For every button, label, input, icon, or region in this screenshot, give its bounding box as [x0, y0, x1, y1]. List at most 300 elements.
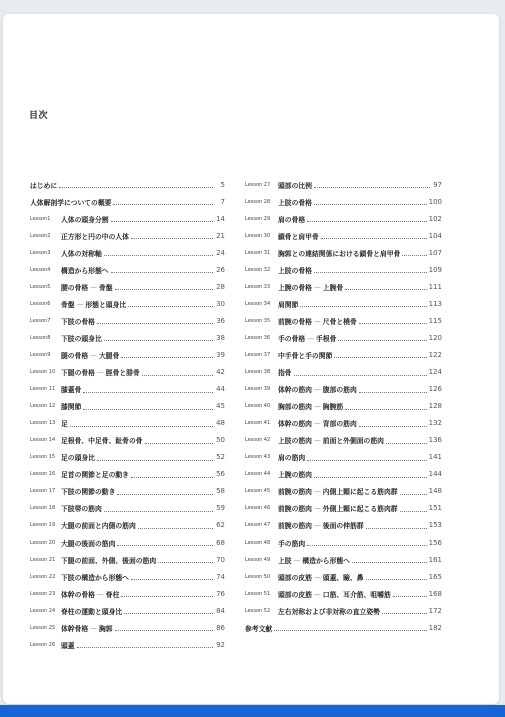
- entry-title: [278, 282, 343, 292]
- dot-leader: [366, 575, 427, 580]
- toc-entry[interactable]: [245, 432, 442, 449]
- page-number: 24: [216, 248, 225, 257]
- entry-title: [278, 469, 312, 479]
- toc-entry[interactable]: [30, 585, 225, 602]
- dot-leader: [115, 285, 213, 290]
- toc-entry[interactable]: [30, 398, 225, 415]
- entry-title: [278, 197, 312, 207]
- toc-entry[interactable]: [245, 295, 442, 312]
- page-number: 122: [428, 350, 442, 359]
- entry-title-main: 脊柱の運動と頭身比: [61, 607, 123, 616]
- dot-leader: [321, 234, 427, 239]
- toc-entry[interactable]: [30, 193, 225, 210]
- entry-title-main: 鎖骨と肩甲骨: [278, 232, 319, 241]
- page-number: 111: [428, 282, 442, 291]
- entry-title-main: 肩関節: [278, 300, 299, 309]
- entry-title-main: 大腿の後面の筋肉: [61, 539, 116, 548]
- page-number: 50: [216, 436, 225, 445]
- toc-entry[interactable]: [245, 329, 442, 346]
- entry-title-main: 前腕の筋肉: [278, 522, 312, 531]
- dot-leader: [115, 626, 213, 631]
- dot-leader: [131, 473, 213, 478]
- entry-separator: —: [293, 556, 301, 565]
- entry-separator: —: [90, 283, 97, 292]
- entry-title-main: 左右対称および非対称の直立姿勢: [278, 607, 380, 616]
- toc-entry[interactable]: [245, 619, 442, 636]
- lesson-number: Lesson 52: [245, 607, 271, 614]
- toc-entry[interactable]: [245, 381, 442, 398]
- entry-title-sub: 外側上顆に起こる筋肉群: [322, 505, 398, 514]
- page-number: 141: [428, 453, 442, 462]
- page-number: 182: [428, 623, 442, 632]
- entry-title-main: 足根骨、中足骨、趾骨の骨: [61, 437, 143, 446]
- entry-title: [278, 606, 380, 616]
- lesson-number: Lesson 25: [30, 624, 56, 631]
- entry-title: [278, 503, 398, 513]
- entry-title-sub: 腹部の筋肉: [322, 386, 357, 395]
- entry-title: [61, 555, 156, 565]
- entry-title-main: はじめに: [30, 181, 58, 190]
- dot-leader: [124, 609, 213, 614]
- entry-title: [278, 214, 305, 224]
- entry-title-main: 体幹骨格: [61, 624, 89, 633]
- lesson-number: Lesson 15: [30, 454, 56, 461]
- page-number: 172: [428, 606, 442, 615]
- lesson-number: Lesson 29: [245, 215, 271, 222]
- toc-entry[interactable]: [30, 210, 225, 227]
- dot-leader: [131, 234, 213, 239]
- page-number: 148: [428, 487, 442, 496]
- toc-entry[interactable]: [30, 568, 225, 585]
- toc-entry[interactable]: [30, 534, 225, 551]
- entry-title-main: 下肢の構造から形態へ: [61, 573, 129, 582]
- lesson-number: Lesson4: [30, 266, 51, 273]
- toc-entry[interactable]: [30, 312, 225, 329]
- entry-title-sub: 内側上顆に起こる筋肉群: [322, 488, 398, 497]
- toc-entry[interactable]: [245, 602, 442, 619]
- lesson-number: Lesson 45: [245, 488, 271, 495]
- lesson-number: Lesson2: [30, 232, 51, 239]
- entry-title: [278, 316, 357, 326]
- entry-title: [61, 623, 113, 633]
- page-number: 126: [428, 385, 442, 394]
- page-number: 62: [216, 521, 225, 530]
- entry-title-main: 胸郭との連結関係における鎖骨と肩甲骨: [278, 249, 401, 258]
- entry-title: [61, 606, 122, 616]
- lesson-number: Lesson1: [30, 215, 51, 222]
- dot-leader: [59, 183, 213, 188]
- entry-separator: —: [76, 300, 84, 309]
- lesson-number: Lesson 19: [30, 522, 56, 529]
- dot-leader: [400, 490, 427, 495]
- entry-title: [61, 486, 115, 496]
- entry-title: [278, 265, 312, 275]
- toc-entry[interactable]: [245, 227, 442, 244]
- lesson-number: Lesson 42: [245, 437, 271, 444]
- entry-title-main: 中手骨と手の関節: [278, 351, 333, 360]
- lesson-number: Lesson 27: [245, 181, 271, 188]
- lesson-number: Lesson 21: [30, 556, 56, 563]
- entry-title-main: 人体の対称軸: [61, 249, 102, 258]
- entry-title: [61, 469, 129, 479]
- toc-entry[interactable]: [30, 517, 225, 534]
- page-number: 86: [216, 623, 225, 632]
- entry-title: [61, 214, 109, 224]
- toc-entry[interactable]: [30, 364, 225, 381]
- toc-entry[interactable]: [245, 415, 442, 432]
- dot-leader: [314, 183, 430, 188]
- lesson-number: Lesson 36: [245, 334, 271, 341]
- page-number: 7: [220, 197, 225, 206]
- dot-leader: [307, 456, 426, 461]
- entry-title: [61, 452, 95, 462]
- lesson-number: Lesson 30: [245, 232, 271, 239]
- entry-title-sub: 前面と外側面の筋肉: [322, 437, 384, 446]
- page-number: 68: [216, 538, 225, 547]
- entry-title-sub: 尺骨と橈骨: [322, 317, 357, 326]
- toc-entry[interactable]: [245, 244, 442, 261]
- dot-leader: [77, 643, 213, 648]
- page-number: 165: [428, 572, 442, 581]
- entry-title-main: 手の筋肉: [278, 539, 306, 548]
- dot-leader: [104, 251, 213, 256]
- entry-separator: —: [307, 334, 314, 343]
- dot-leader: [359, 388, 427, 393]
- toc-entry[interactable]: [245, 568, 442, 585]
- dot-leader: [307, 541, 426, 546]
- entry-title: [30, 180, 57, 190]
- dot-leader: [352, 558, 427, 563]
- dot-leader: [274, 626, 426, 631]
- dot-leader: [104, 507, 213, 512]
- dot-leader: [142, 371, 213, 376]
- entry-title: [61, 231, 129, 241]
- lesson-number: Lesson 26: [30, 641, 56, 648]
- entry-title-main: 上肢の筋肉: [278, 437, 312, 446]
- toc-entry[interactable]: [30, 636, 225, 653]
- entry-title: [278, 589, 391, 599]
- entry-title: [245, 623, 272, 633]
- entry-title-main: 手の骨格: [278, 334, 306, 343]
- lesson-number: Lesson 10: [30, 369, 56, 376]
- lesson-number: Lesson 47: [245, 522, 271, 529]
- entry-title-sub: 構造から形態へ: [302, 556, 350, 565]
- entry-title: [61, 589, 119, 599]
- lesson-number: Lesson 44: [245, 471, 271, 478]
- entry-title-main: 頭部の皮筋: [278, 573, 312, 582]
- dot-leader: [111, 217, 213, 222]
- page-number: 97: [433, 180, 442, 189]
- page-number: 48: [216, 419, 225, 428]
- page-number: 102: [428, 214, 442, 223]
- entry-title: [278, 486, 398, 496]
- entry-title: [61, 384, 81, 394]
- entry-title: [278, 333, 336, 343]
- lesson-number: Lesson 17: [30, 488, 56, 495]
- page-number: 128: [428, 402, 442, 411]
- entry-title-main: 体幹の骨格: [61, 590, 95, 599]
- toc-entry[interactable]: [30, 244, 225, 261]
- entry-title-main: 体幹の筋肉: [278, 420, 312, 429]
- page-number: 45: [216, 402, 225, 411]
- entry-title-sub: 胸腕筋: [322, 403, 344, 412]
- dot-leader: [121, 353, 213, 358]
- lesson-number: Lesson 14: [30, 437, 56, 444]
- lesson-number: Lesson 37: [245, 351, 271, 358]
- entry-title: [278, 384, 357, 394]
- toc-entry[interactable]: [30, 176, 225, 193]
- page-number: 161: [428, 555, 442, 564]
- page-number: 38: [216, 333, 225, 342]
- entry-title: [278, 180, 312, 190]
- dot-leader: [128, 302, 213, 307]
- entry-title-main: 上肢: [278, 556, 292, 565]
- entry-separator: —: [313, 386, 321, 395]
- entry-title-main: 肩の骨格: [278, 215, 306, 224]
- lesson-number: Lesson 46: [245, 505, 271, 512]
- toc-column-left: [30, 176, 225, 653]
- dot-leader: [300, 302, 426, 307]
- dot-leader: [359, 319, 427, 324]
- entry-title-main: 上腕の筋肉: [278, 471, 312, 480]
- entry-title: [61, 401, 81, 411]
- entry-title-sub: 大腿骨: [98, 351, 120, 360]
- lesson-number: Lesson 13: [30, 420, 56, 427]
- toc-entry[interactable]: [30, 278, 225, 295]
- lesson-number: Lesson 31: [245, 249, 271, 256]
- lesson-number: Lesson5: [30, 283, 51, 290]
- entry-title-main: 正方形と円の中の人体: [61, 232, 129, 241]
- page-number: 153: [428, 521, 442, 530]
- entry-title-main: 肩の筋肉: [278, 454, 306, 463]
- page-number: 107: [428, 248, 442, 257]
- page-number: 39: [216, 350, 225, 359]
- lesson-number: Lesson 18: [30, 505, 56, 512]
- dot-leader: [97, 319, 213, 324]
- dot-leader: [104, 336, 213, 341]
- dot-leader: [117, 490, 213, 495]
- toc-entry[interactable]: [245, 551, 442, 568]
- dot-leader: [345, 405, 426, 410]
- entry-title: [61, 640, 75, 650]
- toc-entry[interactable]: [30, 295, 225, 312]
- entry-title-main: 前腕の筋肉: [278, 505, 312, 514]
- entry-title: [278, 350, 332, 360]
- page-number: 58: [216, 487, 225, 496]
- page-number: 44: [216, 385, 225, 394]
- entry-title-main: 大腿の前面と内側の筋肉: [61, 522, 136, 531]
- toc-entry[interactable]: [245, 483, 442, 500]
- entry-separator: —: [90, 351, 97, 360]
- toc-entry[interactable]: [30, 619, 225, 636]
- entry-title-main: 頭部の比例: [278, 181, 312, 190]
- entry-separator: —: [313, 283, 321, 292]
- entry-title-sub: 形態と頭身比: [85, 300, 127, 309]
- entry-title: [61, 503, 102, 513]
- bottom-bar: [0, 705, 505, 717]
- dot-leader: [97, 456, 213, 461]
- dot-leader: [83, 405, 213, 410]
- lesson-number: Lesson 22: [30, 573, 56, 580]
- toc-entry[interactable]: [245, 517, 442, 534]
- entry-title-main: 足: [61, 420, 68, 429]
- page-number: 74: [216, 572, 225, 581]
- toc-entry[interactable]: [30, 432, 225, 449]
- entry-title-main: 頭部の皮筋: [278, 590, 312, 599]
- page-number: 28: [216, 282, 225, 291]
- toc-entry[interactable]: [245, 398, 442, 415]
- toc-column-right: [245, 176, 442, 636]
- entry-separator: —: [313, 403, 321, 412]
- entry-title-main: 下肢の頭身比: [61, 334, 102, 343]
- entry-title: [61, 367, 140, 377]
- entry-title-main: 体幹の筋肉: [278, 386, 312, 395]
- toc-entry[interactable]: [245, 534, 442, 551]
- lesson-number: Lesson8: [30, 334, 51, 341]
- page-number: 156: [428, 538, 442, 547]
- entry-separator: —: [313, 505, 321, 514]
- toc-entry[interactable]: [245, 261, 442, 278]
- entry-separator: —: [313, 590, 321, 599]
- toc-entry[interactable]: [245, 193, 442, 210]
- entry-title: [278, 435, 384, 445]
- entry-title-main: 上肢の骨格: [278, 198, 312, 207]
- entry-title: [278, 538, 305, 548]
- dot-leader: [83, 388, 213, 393]
- entry-title-main: 前腕の筋肉: [278, 488, 312, 497]
- page-number: 70: [216, 555, 225, 564]
- entry-title-sub: 口筋、耳介筋、咀嚼筋: [322, 590, 391, 599]
- toc-entry[interactable]: [245, 346, 442, 363]
- dot-leader: [314, 473, 427, 478]
- entry-separator: —: [96, 590, 104, 599]
- dot-leader: [314, 268, 427, 273]
- toc-entry[interactable]: [30, 449, 225, 466]
- entry-title-main: 膝関節: [61, 403, 82, 412]
- entry-title: [278, 401, 343, 411]
- lesson-number: Lesson 24: [30, 607, 56, 614]
- entry-title-main: 胸部の筋肉: [278, 403, 312, 412]
- page-number: 52: [216, 453, 225, 462]
- toc-entry[interactable]: [245, 449, 442, 466]
- page-number: 56: [216, 470, 225, 479]
- lesson-number: Lesson 49: [245, 556, 271, 563]
- lesson-number: Lesson 51: [245, 590, 271, 597]
- page-number: 21: [216, 231, 225, 240]
- entry-separator: —: [313, 437, 321, 446]
- entry-title: [278, 572, 364, 582]
- lesson-number: Lesson 33: [245, 283, 271, 290]
- toc-entry[interactable]: [245, 585, 442, 602]
- toc-entry[interactable]: [245, 312, 442, 329]
- page-number: 132: [428, 419, 442, 428]
- entry-title-main: 腰の骨格: [61, 283, 89, 292]
- dot-leader: [158, 558, 213, 563]
- dot-leader: [111, 268, 213, 273]
- toc-entry[interactable]: [245, 278, 442, 295]
- toc-entry[interactable]: [30, 500, 225, 517]
- entry-title-main: 参考文献: [245, 624, 273, 633]
- page-number: 168: [428, 589, 442, 598]
- entry-title-sub: 脊柱: [105, 590, 120, 599]
- toc-entry[interactable]: [30, 346, 225, 363]
- page-number: 26: [216, 265, 225, 274]
- entry-separator: —: [313, 420, 321, 429]
- entry-title: [278, 299, 298, 309]
- toc-entry[interactable]: [245, 210, 442, 227]
- entry-title-main: 足首の関節と足の動き: [61, 471, 129, 480]
- lesson-number: Lesson 50: [245, 573, 271, 580]
- toc-entry[interactable]: [245, 364, 442, 381]
- dot-leader: [138, 524, 213, 529]
- entry-title: [61, 418, 68, 428]
- lesson-number: Lesson 23: [30, 590, 56, 597]
- entry-title-main: 前腕の骨格: [278, 317, 312, 326]
- lesson-number: Lesson 41: [245, 420, 271, 427]
- entry-title: [61, 333, 102, 343]
- page-number: 113: [428, 299, 442, 308]
- entry-title-sub: 背部の筋肉: [322, 420, 357, 429]
- page-number: 76: [216, 589, 225, 598]
- lesson-number: Lesson7: [30, 317, 51, 324]
- toc-entry[interactable]: [245, 176, 442, 193]
- dot-leader: [294, 371, 427, 376]
- entry-title-sub: 手根骨: [315, 334, 337, 343]
- entry-separator: —: [313, 573, 321, 582]
- entry-title: [61, 435, 143, 445]
- entry-title-main: 膝蓋骨: [61, 386, 82, 395]
- entry-title-main: 足の頭身比: [61, 454, 95, 463]
- lesson-number: Lesson 35: [245, 317, 271, 324]
- toc-entry[interactable]: [245, 466, 442, 483]
- dot-leader: [393, 592, 427, 597]
- toc-entry[interactable]: [30, 329, 225, 346]
- toc-entry[interactable]: [30, 227, 225, 244]
- dot-leader: [386, 439, 427, 444]
- entry-title-sub: 頭蓋、瞼、鼻: [322, 573, 364, 582]
- entry-separator: —: [313, 317, 321, 326]
- entry-title: [61, 282, 113, 292]
- entry-title: [278, 555, 350, 565]
- toc-entry[interactable]: [30, 551, 225, 568]
- entry-title-sub: 胸郭: [98, 624, 113, 633]
- entry-title-main: 指骨: [278, 369, 292, 378]
- entry-title: [30, 197, 111, 207]
- dot-leader: [400, 507, 427, 512]
- page-number: 36: [216, 316, 225, 325]
- toc-entry[interactable]: [30, 381, 225, 398]
- entry-title: [61, 316, 95, 326]
- entry-title-sub: 上腕骨: [322, 283, 344, 292]
- lesson-number: Lesson 38: [245, 369, 271, 376]
- page-number: 30: [216, 299, 225, 308]
- toc-entry[interactable]: [30, 483, 225, 500]
- entry-title: [61, 520, 136, 530]
- entry-title: [61, 350, 119, 360]
- entry-title: [278, 248, 400, 258]
- entry-separator: —: [90, 624, 97, 633]
- dot-leader: [359, 422, 427, 427]
- entry-separator: —: [96, 369, 104, 378]
- toc-entry[interactable]: [30, 602, 225, 619]
- toc-entry[interactable]: [30, 466, 225, 483]
- page-number: 136: [428, 436, 442, 445]
- toc-entry[interactable]: [245, 500, 442, 517]
- page-number: 120: [428, 333, 442, 342]
- toc-entry[interactable]: [30, 261, 225, 278]
- entry-title-main: 上腕の骨格: [278, 283, 312, 292]
- toc-entry[interactable]: [30, 415, 225, 432]
